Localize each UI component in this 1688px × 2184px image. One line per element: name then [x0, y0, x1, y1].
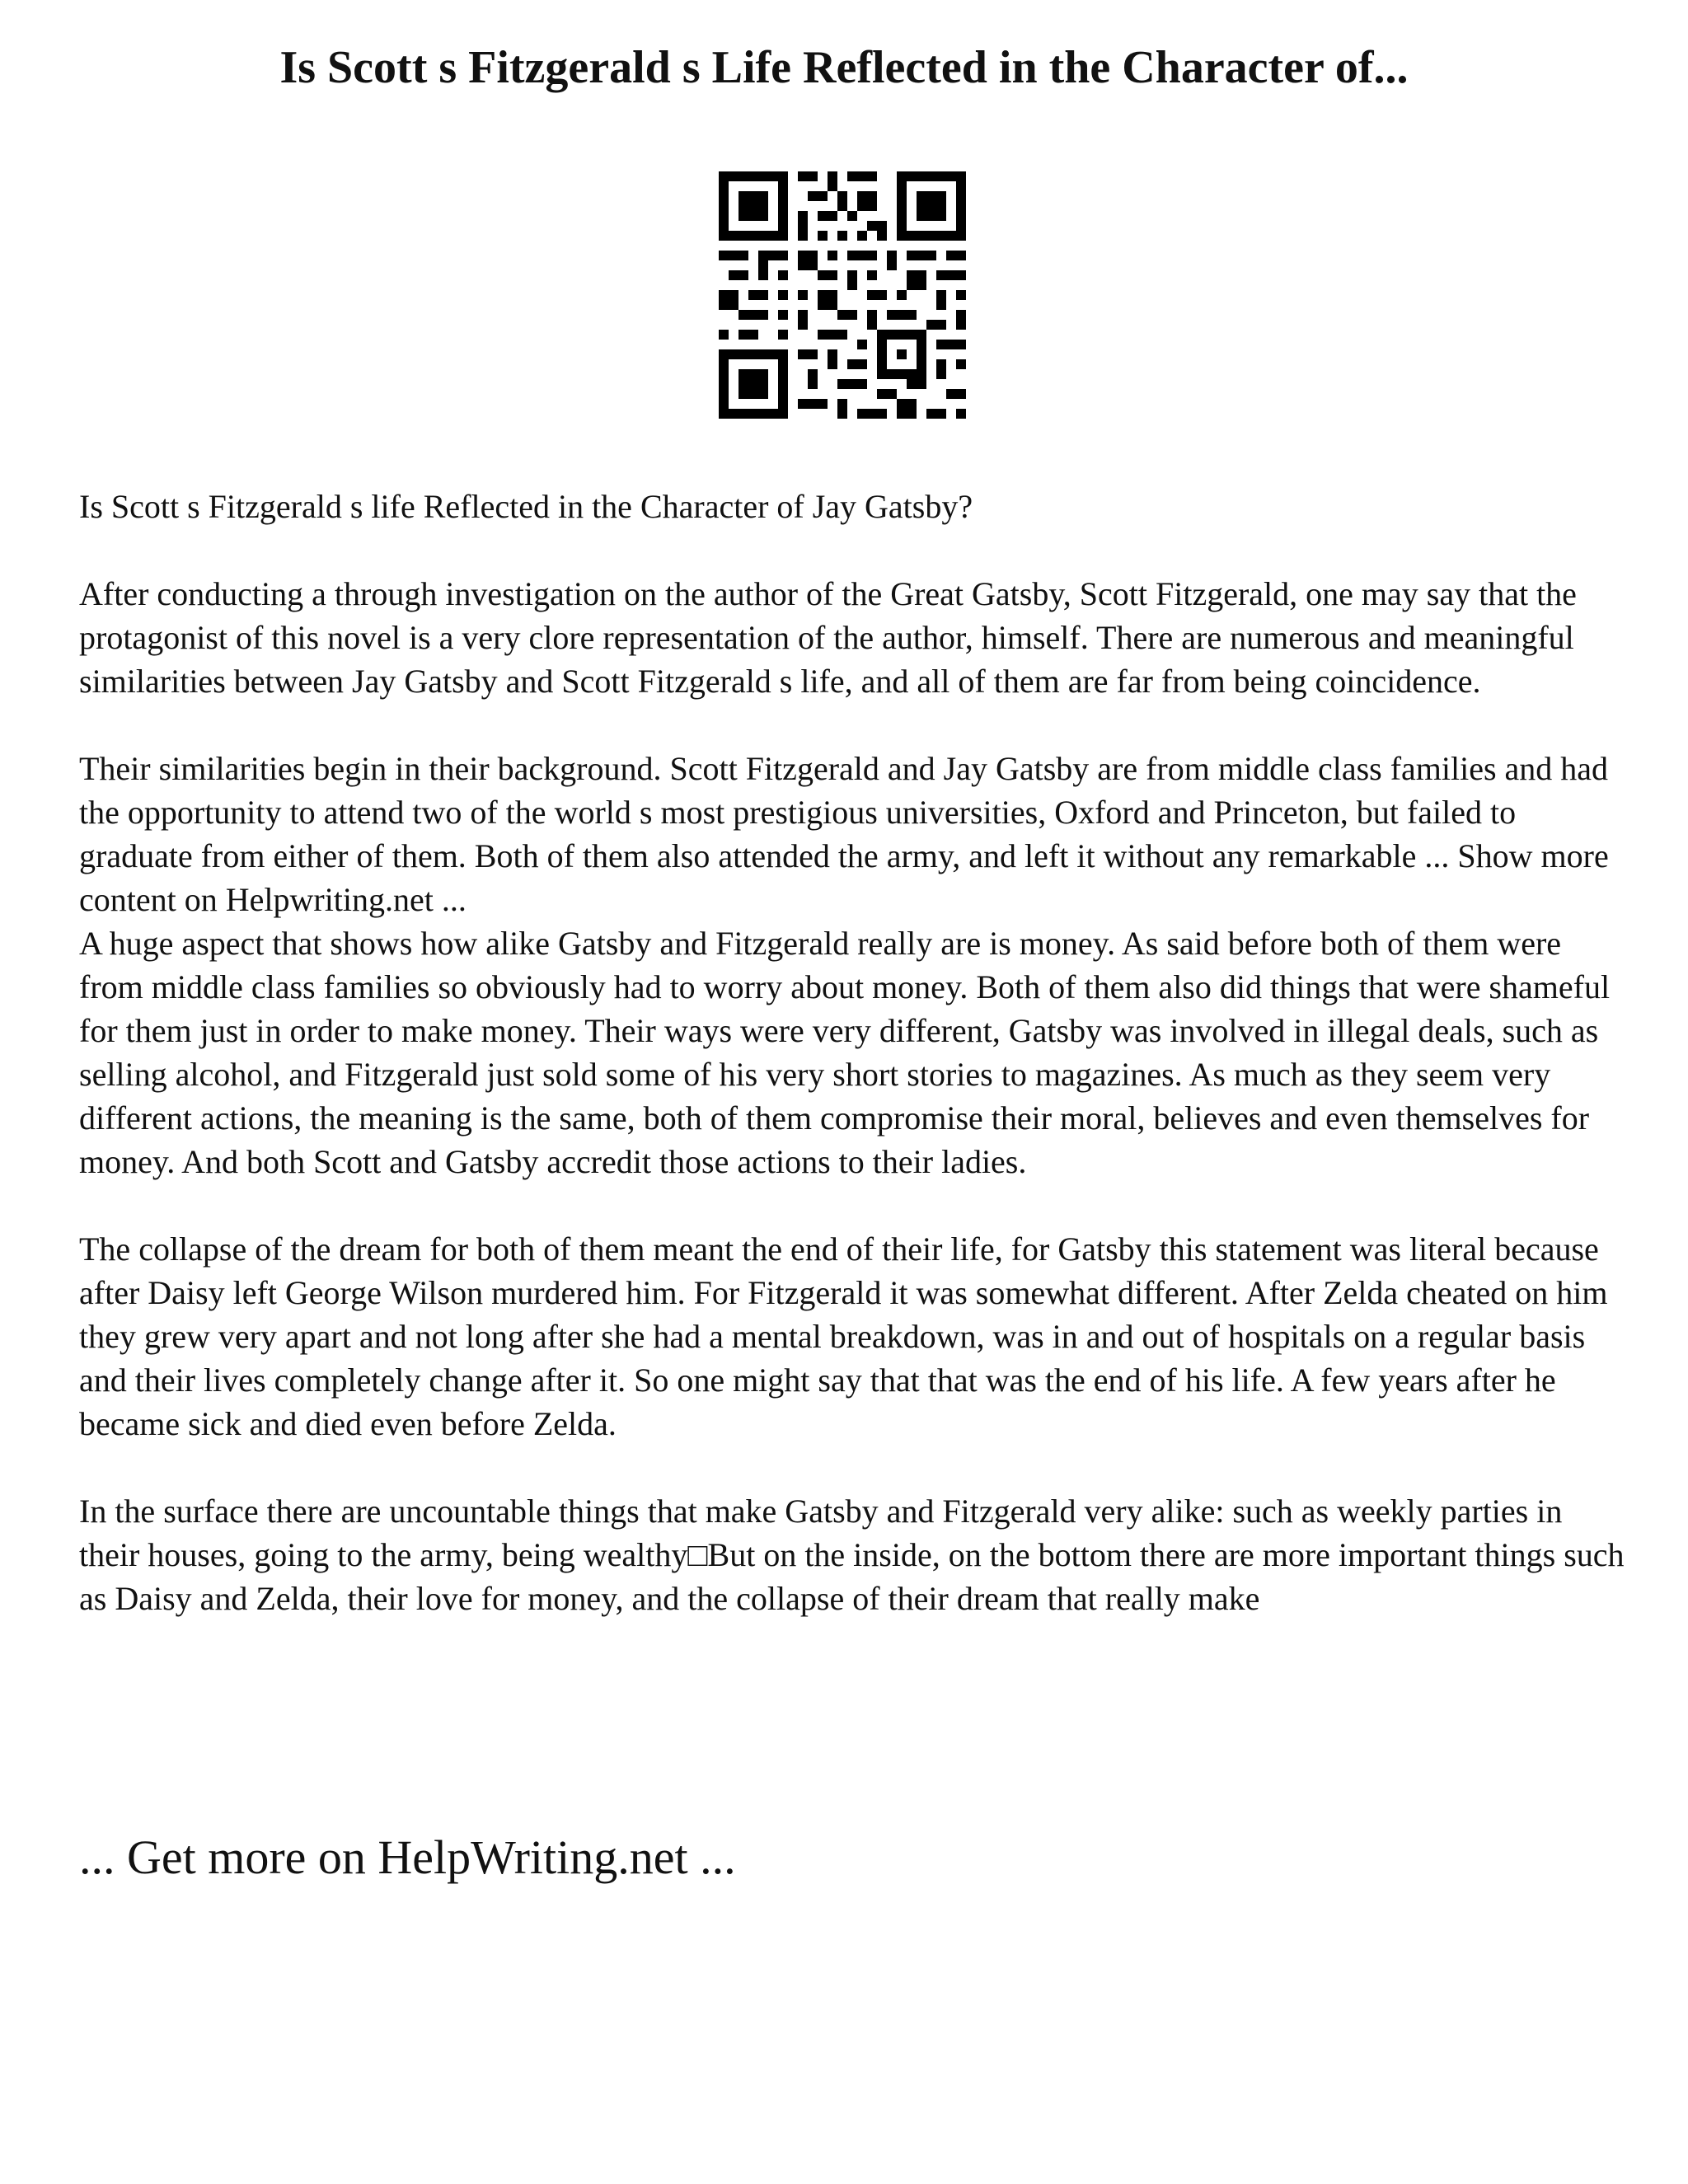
paragraph-spacer	[79, 1183, 1629, 1227]
document-body	[79, 485, 1629, 1620]
paragraph-spacer	[79, 1446, 1629, 1489]
paragraph-spacer	[79, 703, 1629, 747]
document-question: Is Scott s Fitzgerald s life Reflected in the Character of Jay Gatsby?	[79, 488, 973, 525]
paragraph-background: Their similarities begin in their background. Scott Fitzgerald and Jay Gatsby are from middle class families and had the opportunity to attend two of the world s most prestigious universities, Oxford and Princeton, but failed to graduate from either of them. Both of them also attended the army, and left it without any remarkable ... Show more content on Helpwriting.net ...	[79, 750, 1609, 918]
paragraph-intro: After conducting a through investigation on the author of the Great Gatsby, Scott Fitzgerald, one may say that the protagonist of this novel is a very clore representation of the author, himself. There are numerous and meaningful similarities between Jay Gatsby and Scott Fitzgerald s life, and all of them are far from being coincidence.	[79, 575, 1577, 700]
paragraph-surface: In the surface there are uncountable things that make Gatsby and Fitzgerald very alike: such as weekly parties in their houses, going to the army, being wealthy□But on the inside, on the bottom there are more important things such as Daisy and Zelda, their love for money, and the collapse of their dream that really make	[79, 1493, 1625, 1617]
paragraph-collapse: The collapse of the dream for both of them meant the end of their life, for Gatsby this statement was literal because after Daisy left George Wilson murdered him. For Fitzgerald it was somewhat different. After Zelda cheated on him they grew very apart and not long after she had a mental breakdown, was in and out of hospitals on a regular basis and their lives completely change after it. So one might say that that was the end of his life. A few years after he became sick and died even before Zelda.	[79, 1230, 1608, 1442]
paragraph-spacer	[79, 528, 1629, 572]
paragraph-money: A huge aspect that shows how alike Gatsby and Fitzgerald really are is money. As said before both of them were from middle class families so obviously had to worry about money. Both of them also did things that were shameful for them just in order to make money. Their ways were very different, Gatsby was involved in illegal deals, such as selling alcohol, and Fitzgerald just sold some of his very short stories to magazines. As much as they seem very different actions, the meaning is the same, both of them compromise their moral, believes and even themselves for money. And both Scott and Gatsby accredit those actions to their ladies.	[79, 925, 1611, 1180]
document-title: Is Scott s Fitzgerald s Life Reflected in the Character of...	[279, 42, 1409, 93]
qr-code-icon	[719, 171, 966, 419]
get-more-link[interactable]: ... Get more on HelpWriting.net ...	[79, 1830, 736, 1884]
